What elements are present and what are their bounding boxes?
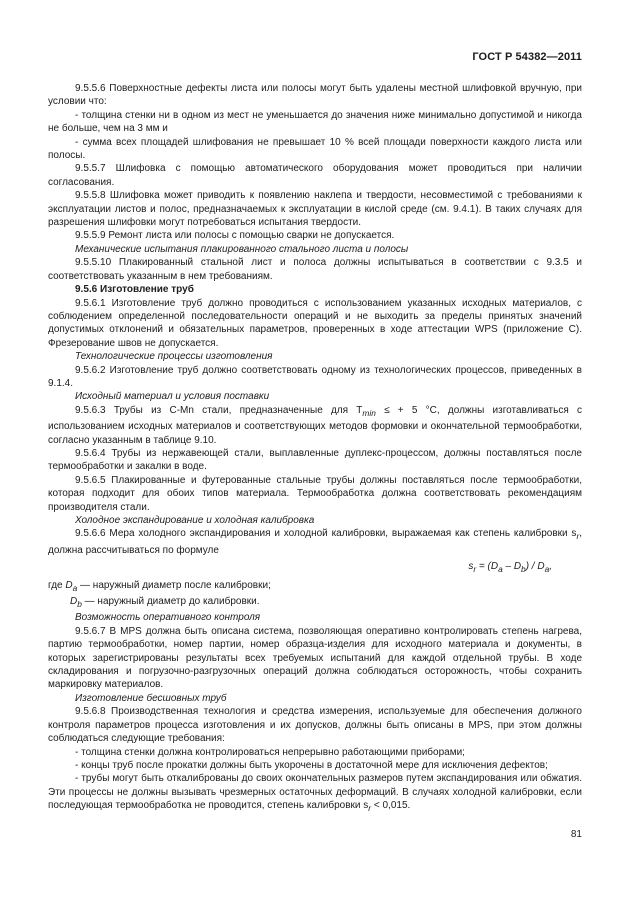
paragraph-9-5-5-9: 9.5.5.9 Ремонт листа или полосы с помощью сварки не допускается. <box>75 230 395 242</box>
subscript: a <box>544 564 550 575</box>
paragraph-9-5-6-7: 9.5.6.7 В MPS должна быть описана система, позволяющая оперативно контролировать степень нагрева, партию термообработки, номер партии, номер образца-изделия для исходного материала и документы, в которых зарегистрированы результаты всех требуемых испытаний для каждой отдельной трубы. В ходе складирования и погрузочно-разгрузочных операций должна соблюдаться осторожность, чтобы сохранить маркировку материалов. <box>48 625 582 691</box>
subscript: b <box>521 564 526 575</box>
paragraph-9-5-6-6 <box>48 527 582 557</box>
subscript: r <box>473 564 477 575</box>
paragraph-9-5-6-5: 9.5.6.5 Плакированные и футерованные стальные трубы должны поставляться после термообработки, которая подходит для обоих типов материала. Термообработка должна соответствовать рекомендациям производителя стали. <box>48 474 582 513</box>
paragraph-text: 9.5.6.3 Трубы из C-Mn стали, предназначенные для T <box>75 404 363 416</box>
paragraph-text: , должна рассчитываться по формуле <box>48 528 582 556</box>
where-prefix: где <box>48 579 66 591</box>
paragraph-9-5-6-3 <box>48 404 582 447</box>
subheading-seamless: Изготовление бесшовных труб <box>75 692 227 704</box>
formula <box>48 560 582 576</box>
paragraph-9-5-5-8: 9.5.5.8 Шлифовка может приводить к появлению наклепа и твердости, несовместимой с требованиями к эксплуатации листов и полос, предназначаемых к эксплуатации в кислой среде (см. 9.4.1). В таких случаях для разрешения шлифовки могут потребоваться испытания твердости. <box>48 190 582 229</box>
subscript: r <box>368 803 372 814</box>
standard-header: ГОСТ Р 54382—2011 <box>472 51 582 63</box>
formula-var: D <box>65 579 73 591</box>
paragraph-text: - трубы могут быть откалиброваны до своих окончательных размеров путем экспандирования или обжатия. Эти процессы не должны вызывать чрезмерных остаточных деформаций. В случаях холодной калибровки, если последующая термообработка не проводится, степень калибровки s <box>48 773 582 812</box>
list-item: - толщина стенки ни в одном из мест не уменьшается до значения ниже минимально допустимой и никогда не больше, чем на 3 мм и <box>48 109 582 135</box>
subheading-material: Исходный материал и условия поставки <box>75 391 270 403</box>
formula-part: , <box>549 561 552 573</box>
where-line-1 <box>48 579 582 595</box>
subheading-traceability: Возможность оперативного контроля <box>75 612 261 624</box>
where-text: — наружный диаметр до калибровки. <box>81 596 260 608</box>
where-line-2 <box>48 595 582 611</box>
page-number: 81 <box>570 829 582 840</box>
list-item: - сумма всех площадей шлифования не превышает 10 % всей площади поверхности каждого листа или полосы. <box>48 136 582 162</box>
formula-var: D <box>70 596 78 608</box>
subheading-cold-expansion: Холодное экспандирование и холодная калибровка <box>75 515 315 526</box>
paragraph-9-5-5-7: 9.5.5.7 Шлифовка с помощью автоматического оборудования может проводиться при наличии согласования. <box>48 163 582 188</box>
subscript: r <box>576 531 580 542</box>
section-heading-9-5-6: 9.5.6 Изготовление труб <box>75 284 194 296</box>
list-item <box>48 772 582 815</box>
subscript: min <box>362 407 376 418</box>
list-item: - концы труб после прокатки должны быть укорочены в достаточной мере для исключения дефектов; <box>75 759 548 771</box>
paragraph-text: 9.5.6.6 Мера холодного экспандирования и холодной калибровки, выражаемая как степень калибровки s <box>75 528 577 540</box>
where-text: — наружный диаметр после калибровки; <box>77 579 271 591</box>
paragraph-9-5-5-6: 9.5.5.6 Поверхностные дефекты листа или полосы могут быть удалены местной шлифовкой вручную, при условии что: <box>48 83 582 108</box>
list-item: - толщина стенки должна контролироваться непрерывно работающими приборами; <box>75 746 465 758</box>
subscript: b <box>77 599 82 610</box>
formula-part: – D <box>502 561 522 573</box>
paragraph-9-5-5-10: 9.5.5.10 Плакированный стальной лист и полоса должны испытываться в соответствии с 9.3.5 и соответствовать указанным в нем требованиям. <box>48 257 582 282</box>
subheading-mechanical-tests: Механические испытания плакированного стального листа и полосы <box>75 243 409 255</box>
paragraph-9-5-6-2: 9.5.6.2 Изготовление труб должно соответствовать одному из технологических процессов, приведенных в 9.1.4. <box>48 364 582 389</box>
subscript: a <box>498 564 503 575</box>
subheading-processes: Технологические процессы изготовления <box>75 351 273 363</box>
paragraph-text: ≤ + 5 °С, должны изготавливаться с использованием исходных материалов и соответствующих методов формовки и окончательной термообработки, согласно указанным в таблице 9.10. <box>48 404 583 446</box>
paragraph-9-5-6-4: 9.5.6.4 Трубы из нержавеющей стали, выплавленные дуплекс-процессом, должны поставляться после термообработки и закалки в воде. <box>48 447 582 473</box>
paragraph-9-5-6-8: 9.5.6.8 Производственная технология и средства измерения, используемые для обеспечения должного контроля параметров процесса изготовления и их допусков, должны быть описаны в MPS, при этом должны соблюдаться следующие требования: <box>48 706 582 745</box>
paragraph-text: < 0,015. <box>371 800 411 812</box>
formula-part: ) / D <box>525 561 545 573</box>
formula-part: = (D <box>476 561 499 573</box>
paragraph-9-5-6-1: 9.5.6.1 Изготовление труб должно проводиться с использованием указанных исходных материалов, с соблюдением определенной последовательности операций и не выходить за пределы принятых значений допустимых отклонений и обязательных параметров, проверенных в ходе аттестации WPS (приложение С). Фрезерование швов не допускается. <box>48 297 582 349</box>
subscript: a <box>72 582 78 593</box>
document-body <box>48 82 582 816</box>
formula-var: s <box>468 561 474 573</box>
